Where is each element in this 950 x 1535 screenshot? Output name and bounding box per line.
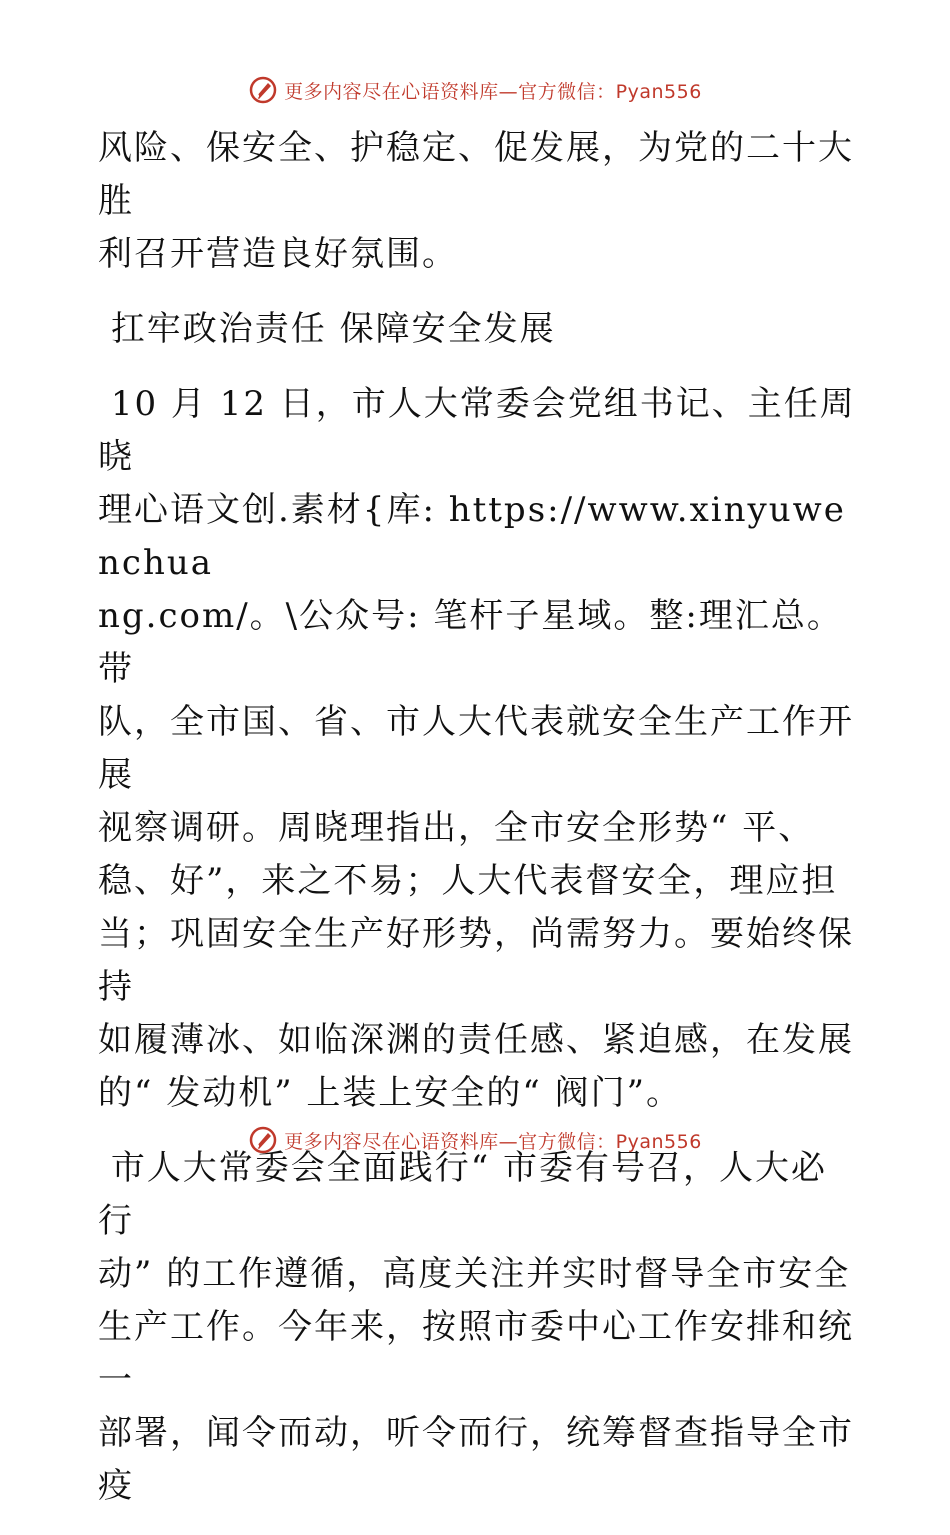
pen-logo-icon	[248, 1125, 278, 1155]
paragraph: 10 月 12 日，市人大常委会党组书记、主任周晓 理心语文创.素材{库: https://www.xinyuwenchua ng.com/。\公众号: 笔杆子星域。整:理汇总。带 队，全市国、省、市人大代表就安全生产工作开展 视察调研。周晓理指出，全市安全形势“ 平、 稳、好”，来之不易；人大代表督安全，理应担 当；巩固安全生产好形势，尚需努力。要始终保持 如履薄冰、如临深渊的责任感、紧迫感，在发展 的“ 发动机” 上装上安全的“ 阀门”。	[98, 384, 856, 1113]
paragraph: 市人大常委会全面践行“ 市委有号召，人大必行 动” 的工作遵循，高度关注并实时督导全市安全 生产工作。今年来，按照市委中心工作安排和统一 部署，闻令而动，听令而行，统筹督查指导全市疫	[98, 1148, 854, 1506]
document-body	[98, 122, 858, 1535]
pen-logo-icon	[248, 75, 278, 105]
section-heading: 扛牢政治责任 保障安全发展	[98, 309, 556, 349]
banner-text: 更多内容尽在心语资料库—官方微信：Pyan556	[284, 1130, 702, 1153]
paragraph: 风险、保安全、护稳定、促发展，为党的二十大胜 利召开营造良好氛围。	[98, 128, 854, 274]
banner-text: 更多内容尽在心语资料库—官方微信：Pyan556	[284, 80, 702, 103]
header-banner	[0, 72, 950, 108]
footer-banner	[0, 1122, 950, 1158]
